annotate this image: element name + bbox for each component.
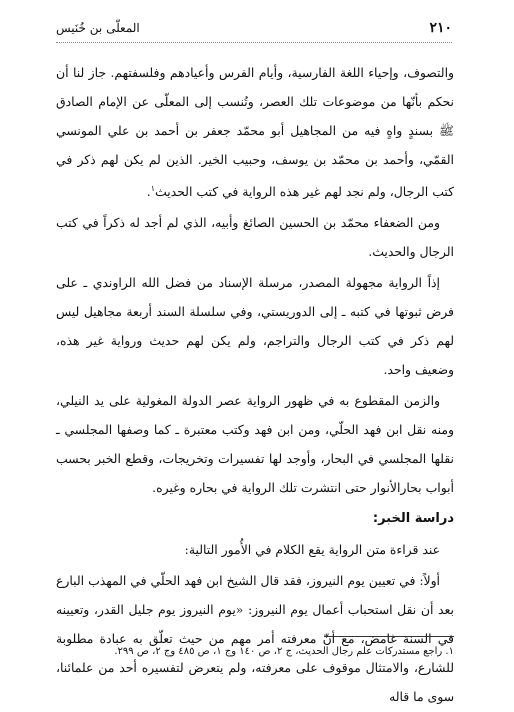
- body-text: [56, 58, 454, 711]
- paragraph: [56, 566, 454, 711]
- text-line: نحكم بأنّها من موضوعات تلك العصر، وتُنسب إلى المعلّى عن الإمام الصادق ﷺ: [56, 94, 454, 138]
- paragraph: [56, 58, 454, 206]
- footnote-marker: ١: [150, 184, 156, 193]
- text-line: .: [146, 184, 151, 200]
- text-line: عند قراءة متن الرواية يقع الكلام في الأُمور التالية:: [184, 542, 440, 558]
- footnote-divider: [324, 636, 454, 637]
- running-title: المعلّى بن خُنَيس: [56, 21, 140, 35]
- text-line: في كتب الرجال والتراجم، ولم يكن لهم حديث ورواية غير هذه، وضعيف واحد.: [56, 333, 454, 378]
- text-line: السنة غامض، مع أنّ معرفته أمر مهم من حيث تعلّق به عبادة مطلوبة للشارع،: [56, 631, 454, 676]
- text-line: بسندٍ واهٍ فيه من المجاهيل أبو محمّد جعفر بن أحمد بن علي المونسي القمّي،: [56, 123, 454, 167]
- text-line: إذاً الرواية مجهولة المصدر، مرسلة الإسناد من فضل الله الراوندي ـ على فرض: [56, 275, 454, 320]
- text-line: والزمن المقطوع به في ظهور الرواية عصر الدولة المغولية على يد النيلي، ومنه: [56, 393, 454, 438]
- text-line: والامتثال موقوف على معرفته، ولم يتعرض لتفسيره أحد من علمائنا، سوى ما قاله: [56, 660, 454, 705]
- paragraph: [56, 386, 454, 502]
- section-heading: دراسة الخبر:: [372, 511, 454, 527]
- text-line: أن نقل استحباب أعمال يوم النيروز: «يوم النيروز يوم جليل القدر، وتعيينه في: [56, 602, 454, 647]
- text-line: بحارالأنوار حتى انتشرت تلك الرواية في بحاره وغيره.: [152, 480, 422, 496]
- text-line: ثبوتها في كتبه ـ إلى الدوريستي، وفي سلسلة السند أربعة مجاهيل ليس لهم ذكر: [56, 304, 454, 349]
- text-line: المجلسي في البحار، وأوجد لها تفسيرات وتخريجات، وقطع الخبر بحسب أبواب: [56, 451, 454, 496]
- page-number: ٢١٠: [429, 20, 452, 36]
- text-line: وأحمد بن محمّد بن يوسف، وحبيب الخير. الذين لم يكن لهم ذكر في كتب: [56, 152, 454, 200]
- paragraph: [56, 535, 454, 564]
- text-line: نقل ابن فهد الحلّي، ومن ابن فهد وكتب معتبرة ـ كما وصفها المجلسي ـ نقلها: [56, 422, 454, 467]
- text-line: الرجال، ولم نجد لهم غير هذه الرواية في كتب الحديث: [155, 184, 429, 200]
- text-line: أولاً: في تعيين يوم النيروز، فقد قال الشيخ ابن فهد الحلّي في المهذب البارع بعد: [56, 573, 454, 618]
- paragraph: [56, 208, 454, 266]
- text-line: والتصوف، وإحياء اللغة الفارسية، وأيام الفرس وأعيادهم وفلسفتهم. جاز لنا أن: [56, 65, 454, 80]
- page-header: [56, 18, 452, 43]
- text-line: الرجال والحديث.: [368, 244, 454, 260]
- paragraph: [56, 268, 454, 384]
- text-line: ومن الضعفاء محمّد بن الحسين الصائغ وأبيه، الذي لم أجد له ذكراً في كتب: [56, 215, 440, 231]
- footnote: ١. راجع مستدركات علم رجال الحديث، ج ٢، ص ١٤٠ وج ١، ص ٤٨٥ وج ٢، ص ٢٩٩.: [114, 646, 454, 657]
